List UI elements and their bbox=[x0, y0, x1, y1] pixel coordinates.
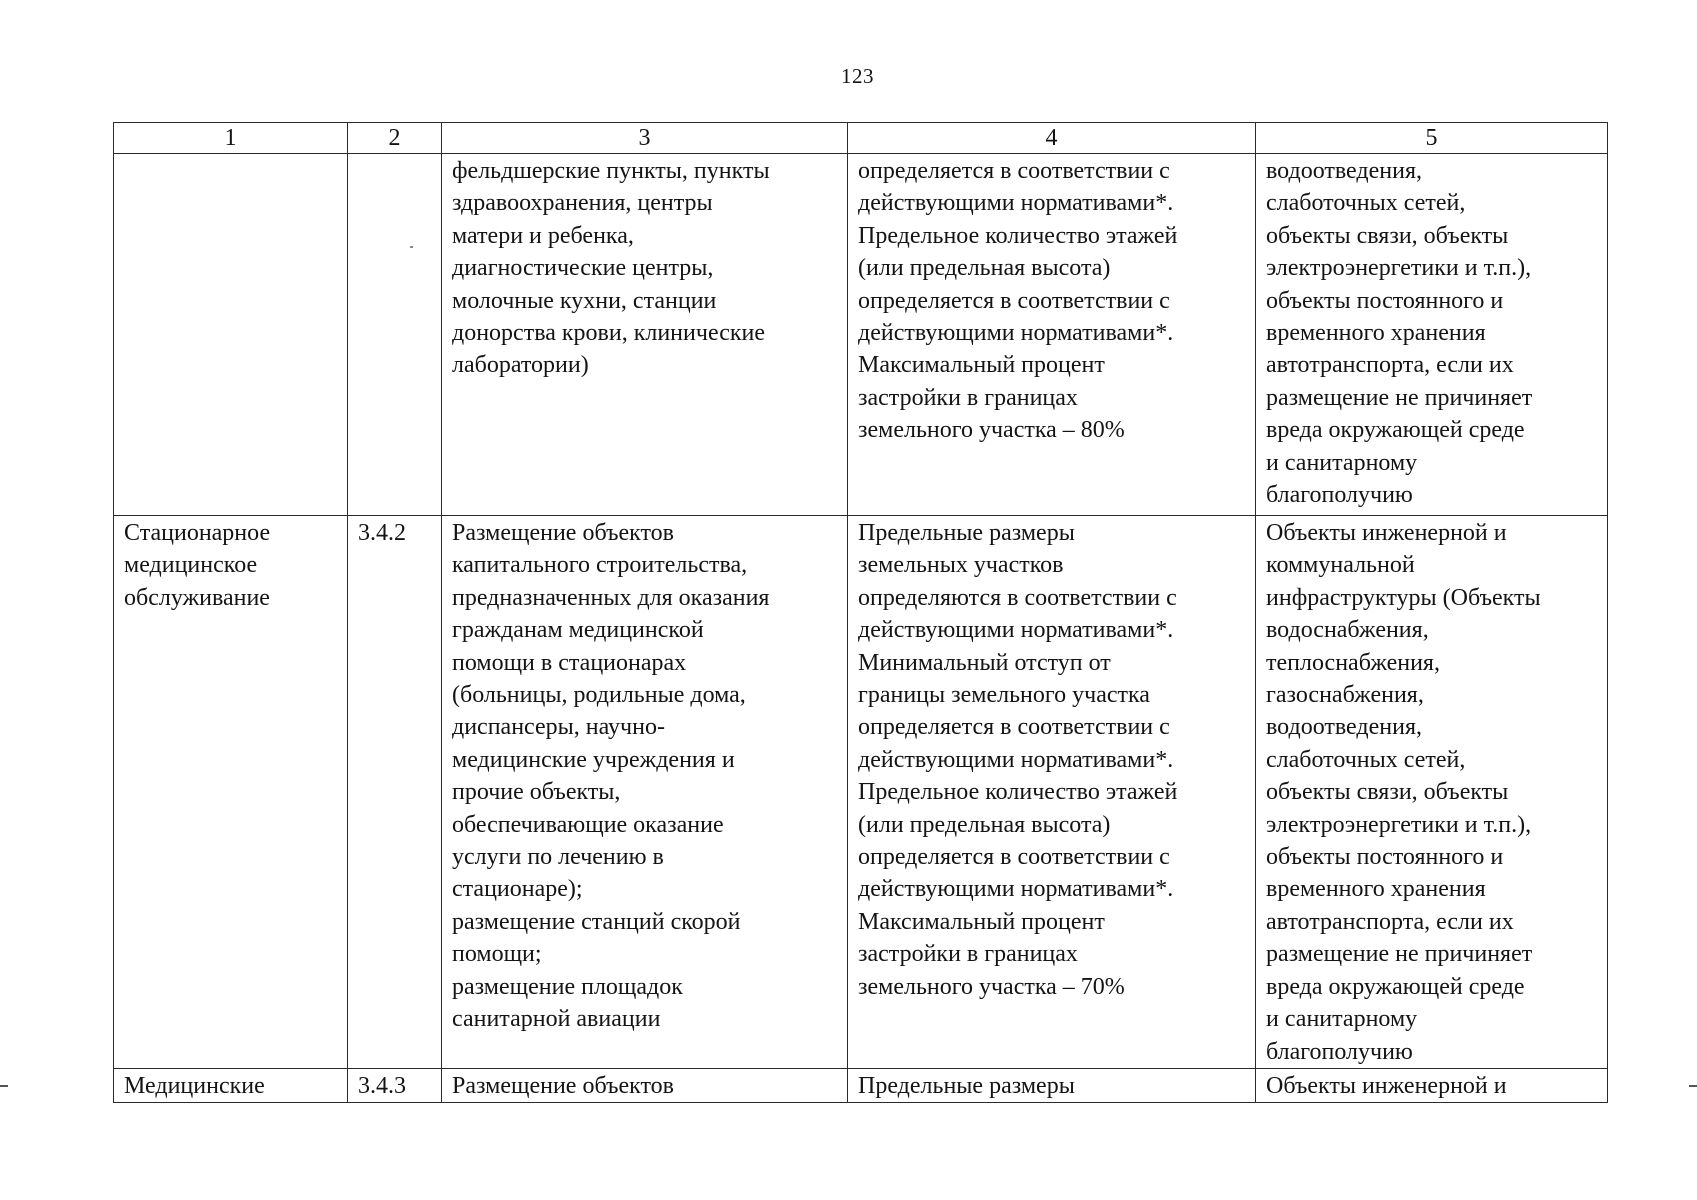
cell-text-line: капитального строительства, bbox=[452, 552, 748, 579]
cell-text-line: благополучию bbox=[1266, 1038, 1413, 1065]
cell-text-line: электроэнергетики и т.п.), bbox=[1266, 255, 1532, 282]
cell-classifier-code bbox=[348, 516, 442, 1069]
cell-text-line: Максимальный процент bbox=[858, 908, 1105, 935]
cell-text-line: действующими нормативами*. bbox=[858, 320, 1174, 347]
cell-text-line: определяется в соответствии с bbox=[858, 158, 1170, 184]
cell-text-line: определяются в соответствии с bbox=[858, 584, 1177, 611]
cell-text-line: газоснабжения, bbox=[1266, 682, 1424, 709]
header-col-4: 4 bbox=[848, 123, 1256, 154]
cell-text-line: действующими нормативами*. bbox=[858, 876, 1174, 903]
cell-text-line: водоснабжения, bbox=[1266, 617, 1429, 644]
cell-text-line: диспансеры, научно- bbox=[452, 714, 665, 741]
cell-text-line: услуги по лечению в bbox=[452, 844, 664, 871]
scan-edge-mark bbox=[0, 1085, 8, 1087]
cell-text-line: диагностические центры, bbox=[452, 255, 714, 282]
cell-text-line: донорства крови, клинические bbox=[452, 320, 765, 347]
cell-text-line: определяется в соответствии с bbox=[858, 714, 1170, 741]
cell-limit-parameters bbox=[848, 1068, 1256, 1102]
cell-permitted-use-description bbox=[442, 154, 848, 516]
scan-edge-mark bbox=[1689, 1085, 1697, 1087]
page-number: 123 bbox=[841, 64, 874, 88]
cell-text-line: предназначенных для оказания bbox=[452, 584, 770, 611]
cell-text-line: земельного участка – 70% bbox=[858, 973, 1125, 1000]
table-row bbox=[114, 1068, 1608, 1102]
cell-permitted-use-description bbox=[442, 516, 848, 1069]
cell-text-line: (или предельная высота) bbox=[858, 811, 1111, 838]
cell-text-line: автотранспорта, если их bbox=[1266, 352, 1514, 379]
cell-text-line: земельных участков bbox=[858, 552, 1064, 579]
cell-text-line: теплоснабжения, bbox=[1266, 649, 1440, 676]
cell-text-line: медицинское bbox=[124, 552, 258, 579]
cell-text-line: здравоохранения, центры bbox=[452, 190, 713, 217]
cell-text-line: помощи в стационарах bbox=[452, 649, 687, 676]
cell-text-line: 3.4.3 bbox=[358, 1072, 406, 1099]
cell-text-line: границы земельного участка bbox=[858, 682, 1150, 709]
cell-text-line: Минимальный отступ от bbox=[858, 649, 1111, 676]
cell-auxiliary-uses bbox=[1256, 516, 1608, 1069]
cell-text-line: матери и ребенка, bbox=[452, 222, 634, 249]
cell-text-line: автотранспорта, если их bbox=[1266, 908, 1514, 935]
cell-text-line: медицинские учреждения и bbox=[452, 746, 735, 773]
table-row bbox=[114, 516, 1608, 1069]
table-row bbox=[114, 154, 1608, 516]
cell-text-line: застройки в границах bbox=[858, 941, 1078, 968]
scan-speck bbox=[410, 246, 413, 248]
cell-limit-parameters bbox=[848, 154, 1256, 516]
header-col-5: 5 bbox=[1256, 123, 1608, 154]
cell-text-line: водоотведения, bbox=[1266, 714, 1422, 741]
cell-text-line: застройки в границах bbox=[858, 384, 1078, 411]
cell-text-line: земельного участка – 80% bbox=[858, 417, 1125, 444]
cell-text-line: Максимальный процент bbox=[858, 352, 1105, 379]
header-col-2: 2 bbox=[348, 123, 442, 154]
cell-text-line: Стационарное bbox=[124, 520, 271, 546]
cell-text-line: Размещение объектов bbox=[452, 520, 674, 546]
cell-limit-parameters bbox=[848, 516, 1256, 1069]
cell-permitted-use-description bbox=[442, 1068, 848, 1102]
cell-land-use-name bbox=[114, 154, 348, 516]
cell-text-line: водоотведения, bbox=[1266, 158, 1422, 184]
cell-text-line: временного хранения bbox=[1266, 320, 1486, 347]
cell-text-line: электроэнергетики и т.п.), bbox=[1266, 811, 1532, 838]
cell-text-line: (больницы, родильные дома, bbox=[452, 682, 746, 709]
cell-text-line: объекты постоянного и bbox=[1266, 844, 1504, 871]
cell-text-line: действующими нормативами*. bbox=[858, 746, 1174, 773]
cell-text-line: Объекты инженерной и bbox=[1266, 1072, 1507, 1099]
cell-text-line: благополучию bbox=[1266, 482, 1413, 509]
cell-land-use-name bbox=[114, 516, 348, 1069]
cell-text-line: размещение не причиняет bbox=[1266, 941, 1533, 968]
cell-text-line: объекты связи, объекты bbox=[1266, 779, 1509, 806]
cell-text-line: объекты постоянного и bbox=[1266, 287, 1504, 314]
cell-text-line: и санитарному bbox=[1266, 1006, 1418, 1033]
cell-text-line: определяется в соответствии с bbox=[858, 287, 1170, 314]
cell-text-line: гражданам медицинской bbox=[452, 617, 704, 644]
cell-text-line: Медицинские bbox=[124, 1072, 265, 1099]
cell-text-line: стационаре); bbox=[452, 876, 583, 903]
cell-text-line: 3.4.2 bbox=[358, 520, 406, 546]
cell-text-line: вреда окружающей среде bbox=[1266, 973, 1525, 1000]
cell-text-line: инфраструктуры (Объекты bbox=[1266, 584, 1541, 611]
cell-text-line: действующими нормативами*. bbox=[858, 190, 1174, 217]
cell-text-line: обслуживание bbox=[124, 584, 270, 611]
header-col-3: 3 bbox=[442, 123, 848, 154]
cell-classifier-code bbox=[348, 1068, 442, 1102]
cell-text-line: слаботочных сетей, bbox=[1266, 190, 1466, 217]
cell-auxiliary-uses bbox=[1256, 154, 1608, 516]
table-header-row bbox=[114, 123, 1608, 154]
cell-text-line: действующими нормативами*. bbox=[858, 617, 1174, 644]
cell-auxiliary-uses bbox=[1256, 1068, 1608, 1102]
cell-classifier-code bbox=[348, 154, 442, 516]
cell-text-line: размещение площадок bbox=[452, 973, 683, 1000]
cell-text-line: Предельное количество этажей bbox=[858, 222, 1178, 249]
table-body bbox=[114, 154, 1608, 1103]
cell-text-line: Предельные размеры bbox=[858, 1072, 1075, 1099]
cell-text-line: Предельные размеры bbox=[858, 520, 1075, 546]
cell-text-line: фельдшерские пункты, пункты bbox=[452, 158, 770, 184]
cell-text-line: молочные кухни, станции bbox=[452, 287, 717, 314]
cell-text-line: определяется в соответствии с bbox=[858, 844, 1170, 871]
cell-text-line: Предельное количество этажей bbox=[858, 779, 1178, 806]
cell-text-line: Объекты инженерной и bbox=[1266, 520, 1507, 546]
cell-text-line: слаботочных сетей, bbox=[1266, 746, 1466, 773]
cell-land-use-name bbox=[114, 1068, 348, 1102]
cell-text-line: размещение не причиняет bbox=[1266, 384, 1533, 411]
cell-text-line: коммунальной bbox=[1266, 552, 1415, 579]
cell-text-line: Размещение объектов bbox=[452, 1072, 674, 1099]
cell-text-line: лаборатории) bbox=[452, 352, 589, 379]
cell-text-line: и санитарному bbox=[1266, 449, 1418, 476]
cell-text-line: вреда окружающей среде bbox=[1266, 417, 1525, 444]
cell-text-line: помощи; bbox=[452, 941, 542, 968]
cell-text-line: прочие объекты, bbox=[452, 779, 621, 806]
cell-text-line: временного хранения bbox=[1266, 876, 1486, 903]
cell-text-line: размещение станций скорой bbox=[452, 908, 741, 935]
header-col-1: 1 bbox=[114, 123, 348, 154]
zoning-regulations-table bbox=[113, 122, 1608, 1103]
cell-text-line: обеспечивающие оказание bbox=[452, 811, 724, 838]
cell-text-line: санитарной авиации bbox=[452, 1006, 661, 1033]
cell-text-line: объекты связи, объекты bbox=[1266, 222, 1509, 249]
cell-text-line: (или предельная высота) bbox=[858, 255, 1111, 282]
